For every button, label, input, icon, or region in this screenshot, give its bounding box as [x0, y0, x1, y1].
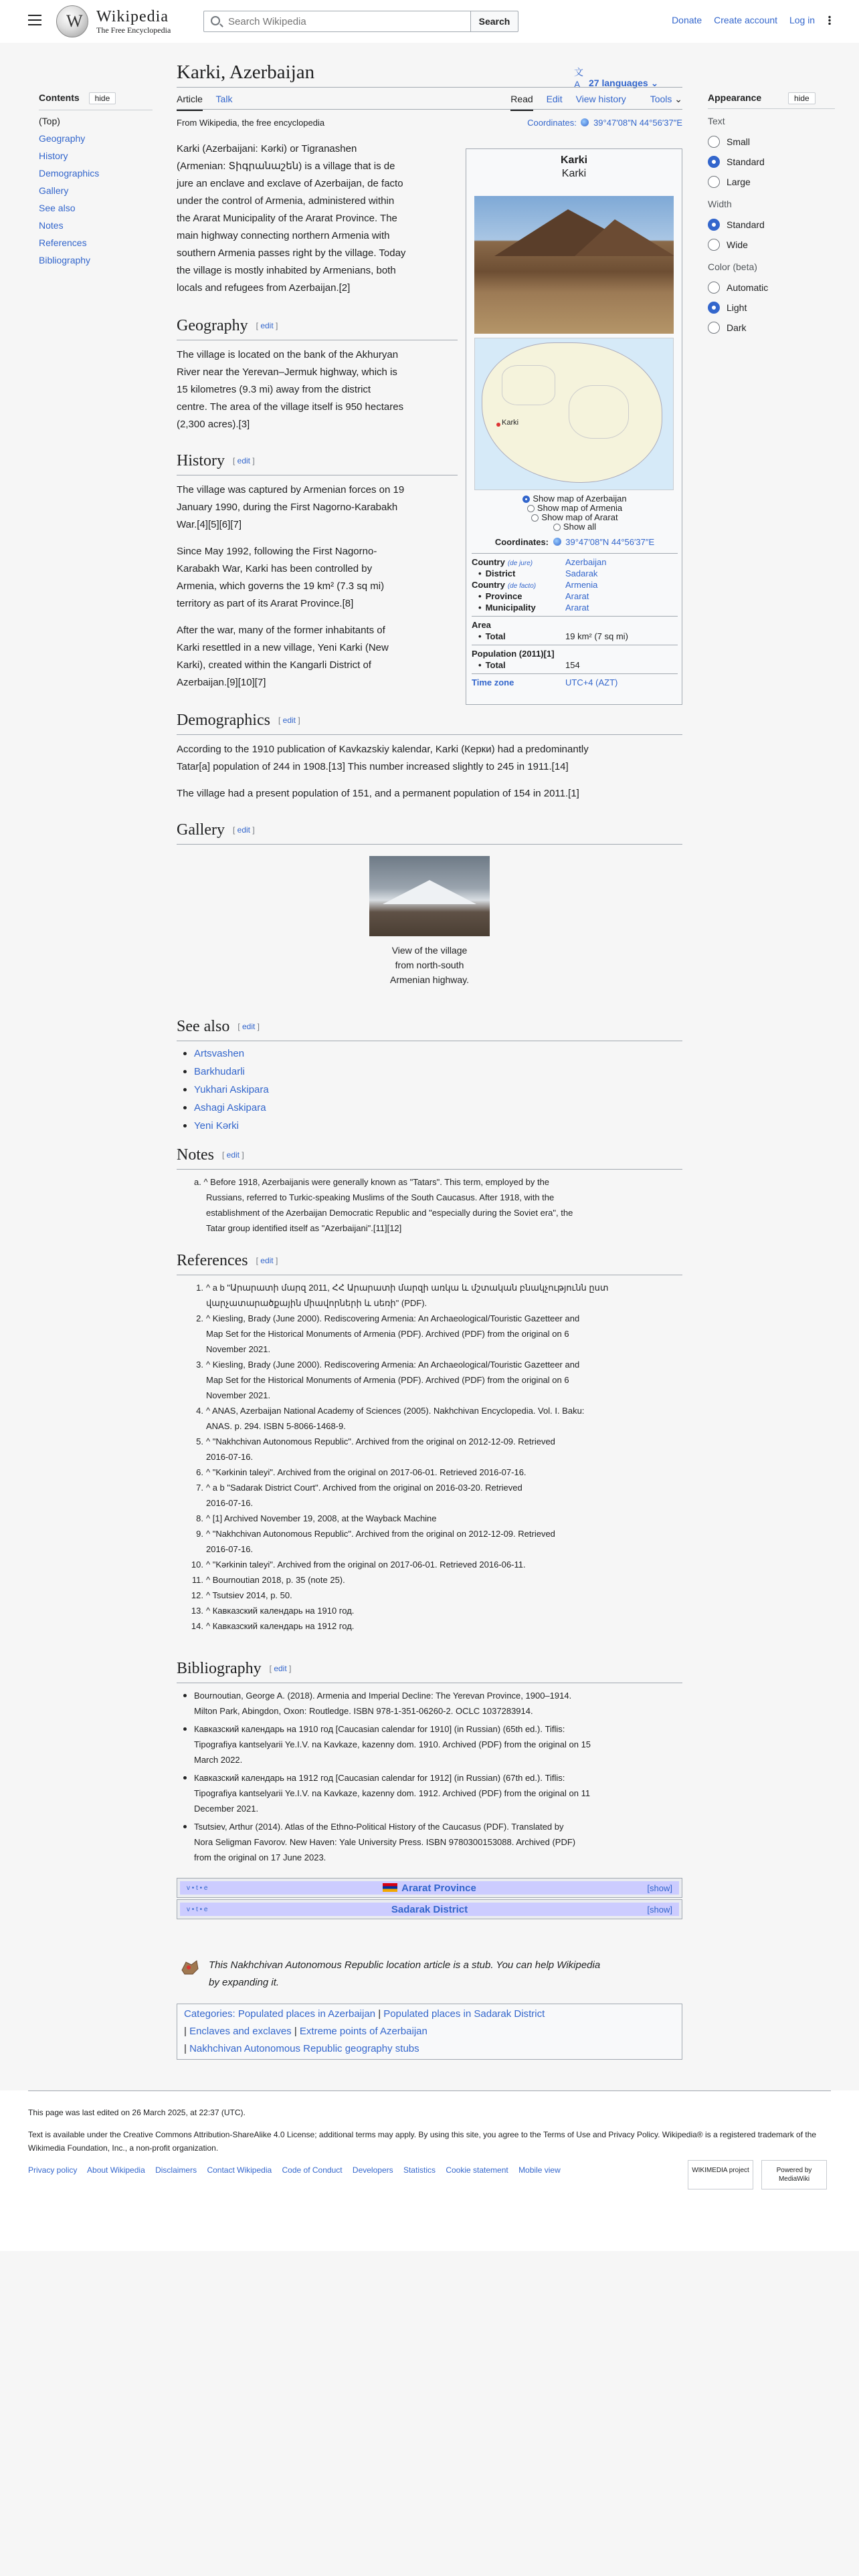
- table-of-contents: [39, 92, 153, 272]
- reference-line: ^ Kiesling, Brady (June 2000). Rediscovering Armenia: An Archaeological/Touristic Gazetteer and: [206, 1360, 580, 1370]
- reference-item: [196, 1357, 682, 1403]
- reference-line: ^ "Kərkinin taleyi". Archived from the original on 2017-06-01. Retrieved 2016-06-11.: [206, 1560, 526, 1570]
- infobox-row: Time zone UTC+4 (AZT): [472, 677, 618, 687]
- reference-line: Map Set for the Historical Monuments of Armenia (PDF). Archived (PDF) from the original on 6: [206, 1329, 569, 1339]
- bibliography-line: Bournoutian, George A. (2018). Armenia and Imperial Decline: The Yerevan Province, 1900–1914.: [194, 1691, 572, 1701]
- divider: [177, 109, 682, 110]
- toc-item-notes[interactable]: Notes: [39, 220, 64, 231]
- tab-edit[interactable]: Edit: [546, 94, 563, 104]
- reference-item: [191, 1557, 682, 1572]
- edit-section-link[interactable]: [ edit ]: [256, 321, 278, 330]
- categories-box: Categories: Populated places in Azerbaijan | Populated places in Sadarak District | Enclaves and exclaves | Extreme points of Azerbaijan | Nakhchivan Autonomous Republic geography stubs: [177, 2004, 682, 2060]
- note-line: Russians, referred to Turkic-speaking Muslims of the South Caucasus. After 1918, with the: [206, 1192, 555, 1202]
- navbox-show-toggle[interactable]: [show]: [647, 1905, 672, 1915]
- note-line: Tatar group identified itself as "Azerbaijani".[11][12]: [206, 1223, 402, 1233]
- bibliography-item: [194, 1819, 682, 1865]
- infobox-row: • Total 19 km² (7 sq mi): [472, 631, 678, 642]
- reference-number: 1.: [196, 1283, 203, 1293]
- reference-item: [191, 1588, 682, 1603]
- reference-line: ^ a b "Արարատի մարզ 2011, ՀՀ Արարատի մարզի առկա և մշտական բնակչությունն ըստ: [206, 1283, 609, 1293]
- infobox-title: Karki: [560, 154, 588, 166]
- footer-link[interactable]: Contact Wikipedia: [207, 2165, 272, 2175]
- reference-line: վարչատարածքային միավորների և սեռի" (PDF).: [206, 1298, 427, 1308]
- search-icon: [211, 16, 220, 25]
- reference-item: [191, 1572, 682, 1588]
- reference-line: ^ Bournoutian 2018, p. 35 (note 25).: [206, 1575, 345, 1585]
- infobox: [466, 148, 682, 705]
- site-sub: From Wikipedia, the free encyclopedia: [177, 118, 325, 128]
- reference-line: ^ "Nakhchivan Autonomous Republic". Archived from the original on 2012-12-09. Retrieved: [206, 1436, 555, 1446]
- reference-line: ^ [1] Archived November 19, 2008, at the Wayback Machine: [206, 1513, 437, 1523]
- infobox-row: • District Sadarak: [472, 568, 678, 579]
- infobox-row: Country (de facto) Armenia: [472, 580, 598, 590]
- wikipedia-wordmark[interactable]: Wikipedia: [96, 8, 169, 25]
- toc-item-bibliography[interactable]: Bibliography: [39, 255, 91, 265]
- reference-line: November 2021.: [206, 1390, 271, 1400]
- village-photo[interactable]: [474, 196, 674, 334]
- radio-selected-icon[interactable]: [708, 219, 720, 231]
- reference-line: Map Set for the Historical Monuments of Armenia (PDF). Archived (PDF) from the original on 6: [206, 1375, 569, 1385]
- translate-icon: 文A: [574, 67, 583, 90]
- toc-hide-button[interactable]: hide: [89, 92, 116, 104]
- tab-view-history[interactable]: View history: [575, 94, 626, 104]
- reference-item: [196, 1311, 682, 1357]
- bibliography-line: Milton Park, Abingdon, Oxon: Routledge. ISBN 978-1-351-06260-2. OCLC 1037283914.: [194, 1706, 533, 1716]
- color-automatic-option[interactable]: Automatic: [708, 278, 835, 298]
- edit-section-link[interactable]: [ edit ]: [278, 716, 300, 725]
- infobox-data: [472, 550, 678, 688]
- notes-list: [194, 1174, 676, 1236]
- infobox-row: • Province Ararat: [472, 591, 678, 602]
- reference-line: November 2021.: [206, 1344, 271, 1354]
- personal-tools: [662, 15, 831, 25]
- gallery-caption: View of the village from north-south Armenian highway.: [389, 945, 470, 985]
- tools-menu[interactable]: Tools ⌄: [650, 94, 682, 104]
- toc-item-history[interactable]: History: [39, 150, 68, 161]
- references-list: [191, 1280, 682, 1634]
- radio-icon[interactable]: [531, 514, 539, 522]
- reference-line: ANAS. p. 294. ISBN 5-8066-1468-9.: [206, 1421, 346, 1431]
- vte-links[interactable]: v • t • e: [187, 1885, 208, 1892]
- reference-line: 2016-07-16.: [206, 1498, 254, 1508]
- reference-item: [196, 1480, 682, 1511]
- color-label: Color (beta): [708, 261, 757, 272]
- divider: [28, 2090, 831, 2091]
- width-wide-option[interactable]: Wide: [708, 235, 835, 255]
- footer-link[interactable]: Privacy policy: [28, 2165, 78, 2175]
- navbox-show-toggle[interactable]: [show]: [647, 1883, 672, 1893]
- navbox-title[interactable]: Sadarak District: [391, 1904, 468, 1915]
- reference-line: ^ Kiesling, Brady (June 2000). Rediscovering Armenia: An Archaeological/Touristic Gazetteer and: [206, 1313, 580, 1323]
- divider: [177, 844, 682, 845]
- infobox-row: • Municipality Ararat: [472, 602, 678, 613]
- bibliography-list: [194, 1688, 682, 1868]
- text-standard-option[interactable]: Standard: [708, 152, 835, 172]
- note-line: a. ^ Before 1918, Azerbaijanis were generally known as "Tatars". This term, employed by the: [194, 1177, 550, 1187]
- armenia-flag-icon: [383, 1883, 397, 1892]
- toc-item-geography[interactable]: Geography: [39, 133, 86, 144]
- title-coordinates: [527, 118, 682, 128]
- reference-number: 14.: [191, 1621, 203, 1631]
- bibliography-line: Tipografiya kantselyarii Ye.I.V. na Kavkaze, kazenny dom. 1912. Archived (PDF) from the original on 11: [194, 1788, 591, 1798]
- footer-link[interactable]: Cookie statement: [446, 2165, 508, 2175]
- edit-section-link[interactable]: [ edit ]: [233, 825, 255, 835]
- infobox-row: Population (2011)[1]: [472, 649, 555, 659]
- bibliography-line: December 2021.: [194, 1804, 259, 1814]
- page-title: Karki, Azerbaijan: [177, 62, 315, 83]
- section-heading-see-also: See also[ edit ]: [177, 1018, 260, 1036]
- infobox-subtitle: Karki: [561, 168, 587, 179]
- create-account-link[interactable]: Create account: [714, 15, 778, 25]
- wikimedia-badge[interactable]: WIKIMEDIA project: [688, 2160, 753, 2189]
- edit-section-link[interactable]: [ edit ]: [270, 1664, 292, 1673]
- reference-number: 11.: [191, 1575, 203, 1585]
- navbox-sadarak-district: [177, 1899, 682, 1919]
- tab-read[interactable]: Read: [510, 94, 533, 111]
- radio-selected-icon[interactable]: [708, 302, 720, 314]
- divider: [708, 108, 835, 109]
- page-footer: [0, 2090, 859, 2251]
- reference-line: ^ Кавказский календарь на 1910 год.: [206, 1606, 355, 1616]
- map-marker-label: Karki: [502, 419, 519, 427]
- donate-link[interactable]: Donate: [672, 15, 702, 25]
- bibliography-item: [194, 1721, 682, 1767]
- reference-item: [196, 1526, 682, 1557]
- category-link[interactable]: Populated places in Sadarak District: [383, 2008, 545, 2020]
- bibliography-line: Tipografiya kantselyarii Ye.I.V. na Kavkaze, kazenny dom. 1910. Archived (PDF) from the original on 15: [194, 1739, 591, 1749]
- footer-link[interactable]: About Wikipedia: [87, 2165, 145, 2175]
- toc-item-see-also[interactable]: See also: [39, 203, 76, 213]
- navbox-ararat-province: [177, 1878, 682, 1898]
- section-heading-references: References[ edit ]: [177, 1252, 278, 1270]
- wikipedia-tagline: The Free Encyclopedia: [96, 25, 171, 35]
- color-light-option[interactable]: Light: [708, 298, 835, 318]
- divider: [177, 87, 682, 88]
- gallery-image[interactable]: [369, 856, 490, 936]
- radio-icon[interactable]: [708, 136, 720, 148]
- toc-item-gallery[interactable]: Gallery: [39, 185, 69, 196]
- reference-number: 9.: [196, 1529, 203, 1539]
- radio-icon[interactable]: [527, 505, 535, 512]
- reference-number: 3.: [196, 1360, 203, 1370]
- divider: [177, 734, 682, 735]
- section-heading-history: History[ edit ]: [177, 452, 255, 470]
- reference-number: 13.: [191, 1606, 203, 1616]
- category-link[interactable]: Enclaves and exclaves: [189, 2026, 292, 2037]
- geography-paragraph: The village is located on the bank of the Akhuryan River near the Yerevan–Jermuk highway, which is 15 kilometres (9.3 mi) away from the district centre. The area of the village itself is 950 hectares (2,300 acres).[3]: [177, 349, 404, 430]
- edit-section-link[interactable]: [ edit ]: [222, 1150, 244, 1160]
- coordinates-label[interactable]: Coordinates:: [527, 118, 577, 128]
- history-paragraph-3: After the war, many of the former inhabitants of Karki resettled in a new village, Yeni Karki (New Karki), created within the Kangarli District of Azerbaijan.[9][10][7]: [177, 625, 389, 688]
- reference-line: ^ Кавказский календарь на 1912 год.: [206, 1621, 355, 1631]
- reference-number: 2.: [196, 1313, 203, 1323]
- list-item[interactable]: Artsvashen: [194, 1045, 269, 1063]
- history-paragraph-1: The village was captured by Armenian forces on 19 January 1990, during the First Nagorno-Karabakh War.[4][5][6][7]: [177, 484, 405, 530]
- list-item[interactable]: Yeni Kərki: [194, 1117, 269, 1135]
- toc-item-references[interactable]: References: [39, 237, 87, 248]
- location-map[interactable]: [474, 338, 674, 490]
- reference-number: 8.: [196, 1513, 203, 1523]
- categories-label[interactable]: Categories:: [184, 2008, 235, 2020]
- radio-icon[interactable]: [708, 239, 720, 251]
- map-option-azerbaijan[interactable]: Show map of Azerbaijan: [466, 494, 683, 504]
- map-switcher: [466, 494, 683, 532]
- more-options-icon[interactable]: [828, 15, 831, 25]
- license-text: Text is available under the Creative Commons Attribution-ShareAlike 4.0 License; additional terms may apply. By using this site, you agree to the Terms of Use and Privacy Policy. Wikipedia® is a registered trademark of the Wikimedia Foundation, Inc., a non-profit organization.: [28, 2130, 817, 2153]
- bibliography-item: [194, 1770, 682, 1816]
- mediawiki-badge[interactable]: Powered by MediaWiki: [761, 2160, 827, 2189]
- page: W Wikipedia The Free Encyclopedia Search Wikipedia Search Donate Create account Log in Contents hide (Top) Geography History Demographics Gallery See also Notes References Bibliography Appearance hide Text Small Standard Large Width Standard Wide Color (beta) Automatic Light Dark Karki, Azerbaijan 文A 27 languages ⌄ Article Talk Read Edit View history Tools ⌄ From Wikipedia, the free encyclopedia Coordinates: 39°47′08″N 44°56′37″E Karki (Azerbaijani: Kərki) or Tigranashen (Armenian: Տիգրանաշեն) is a village that is de jure an enclave and exclave of Azerbaijan, de facto under the control of Armenia, administered within the Ararat Municipality of the Ararat Province. The main highway connecting northern Armenia with southern Armenia passes right by the village. Today the village is mostly inhabited by Armenians, both locals and refugees from Azerbaijan.[2] Karki Karki Karki Show map of Azerbaijan Show map of Armenia Show map of Ararat Show all Coordinates: 39°47′08″N 44°56′37″E Country (de jure) Azerbaijan • District Sadarak Country (de facto) Armenia • Province Ararat • Municipality Ararat Area • Total 19 km² (7 sq mi) Population (2011)[1] • Total 154 Time zone UTC+4 (AZT) Geography[ edit ] The village is located on the bank of the Akhuryan River near the Yerevan–Jermuk highway, which is 15 kilometres (9.3 mi) away from the district centre. The area of the village itself is 950 hectares (2,300 acres).[3] History[ edit ] The village was captured by Armenian forces on 19 January 1990, during the First Nagorno-Karabakh War.[4][5][6][7] Since May 1992, following the First Nagorno- Karabakh War, Karki has been controlled by Armenia, which governs the 19 km² (7.3 sq mi) territory as part of its Ararat Province.[8] After the war, many of the former inhabitants of Karki resettled in a new village, Yeni Karki (New Karki), created within the Kangarli District of Azerbaijan.[9][10][7] Demographics[ edit ] According to the 1910 publication of Kavkazskiy kalendar, Karki (Керки) had a predominantly Tatar[a] population of 244 in 1908.[13] This number increased slightly to 245 in 1911.[14] The village had a present population of 151, and a permanent population of 154 in 2011.[1] Gallery[ edit ] View of the village from north-south Armenian highway. See also[ edit ] Artsvashen Barkhudarli Yukhari Askipara Ashagi Askipara Yeni Kərki Notes[ edit ] a. ^ Before 1918, Azerbaijanis were generally known as "Tatars". This term, employed by the Russians, referred to Turkic-speaking Muslims of the South Caucasus. After 1918, with the establishment of the Azerbaijan Democratic Republic and "especially during the Soviet era", the Tatar group identified itself as "Azerbaijani".[11][12] References[ edit ] 1. ^ a b "Արարատի մարզ 2011, ՀՀ Արարատի մարզի առկա և մշտական բնակչությունն ըստ վարչատարածքային միավորների և սեռի" (PDF). 2. ^ Kiesling, Brady (June 2000). Rediscovering Armenia: An Archaeological/Touristic Gazetteer and Map Set for the Historical Monuments of Armenia (PDF). Archived (PDF) from the original on 6 November 2021. 3. ^ Kiesling, Brady (June 2000). Rediscovering Armenia: An Archaeological/Touristic Gazetteer and Map Set for the Historical Monuments of Armenia (PDF). Archived (PDF) from the original on 6 November 2021. 4. ^ ANAS, Azerbaijan National Academy of Sciences (2005). Nakhchivan Encyclopedia. Vol. I. Baku: ANAS. p. 294. ISBN 5-8066-1468-9. 5. ^ "Nakhchivan Autonomous Republic". Archived from the original on 2012-12-09. Retrieved 2016-07-16. 6. ^ "Kərkinin taleyi". Archived from the original on 2017-06-01. Retrieved 2016-07-16. 7. ^ a b "Sadarak District Court". Archived from the original on 2016-03-20. Retrieved 2016-07-16. 8. ^ [1] Archived November 19, 2008, at the Wayback Machine 9. ^ "Nakhchivan Autonomous Republic". Archived from the original on 2012-12-09. Retrieved 2016-07-16. 10. ^ "Kərkinin taleyi". Archived from the original on 2017-06-01. Retrieved 2016-06-11. 11. ^ Bournoutian 2018, p. 35 (note 25). 12. ^ Tsutsiev 2014, p. 50. 13. ^ Кавказский календарь на 1910 год. 14. ^ Кавказский календарь на 1912 год. Bibliography[ edit ] Bournoutian, George A. (2018). Armenia and Imperial Decline: The Yerevan Province, 1900–1914. Milton Park, Abingdon, Oxon: Routledge. ISBN 978-1-351-06260-2. OCLC 1037283914. Кавказский календарь на 1910 год [Caucasian calendar for 1910] (in Russian) (65th ed.). Tiflis: Tipografiya kantselyarii Ye.I.V. na Kavkaze, kazenny dom. 1910. Archived (PDF) from the original on 15 March 2022. Кавказский календарь на 1912 год [Caucasian calendar for 1912] (in Russian) (67th ed.). Tiflis: Tipografiya kantselyarii Ye.I.V. na Kavkaze, kazenny dom. 1912. Archived (PDF) from the original on 11 December 2021. Tsutsiev, Arthur (2014). Atlas of the Ethno-Political History of the Caucasus (PDF). Translated by Nora Seligman Favorov. New Haven: Yale University Press. ISBN 9780300153088. Archived (PDF) from the original on 17 June 2023. v • t • e Ararat Province [show] v • t • e Sadarak District [show] This Nakhchivan Autonomous Republic location article is a stub. You can help Wikipedia by expanding it. Categories: Populated places in Azerbaijan | Populated places in Sadarak District | Enclaves and exclaves | Extreme points of Azerbaijan | Nakhchivan Autonomous Republic geography stubs This page was last edited on 26 March 2025, at 22:37 (UTC). Text is available under the Creative Commons Attribution-ShareAlike 4.0 License; additional terms may apply. By using this site, you agree to the Terms of Use and Privacy Policy. Wikipedia® is a registered trademark of the Wikimedia Foundation, Inc., a non-profit organization. Privacy policy About Wikipedia Disclaimers Contact Wikipedia Code of Conduct Developers Statistics Cookie statement Mobile view WIKIMEDIA project Powered by MediaWiki: [0, 0, 859, 2576]
- category-link[interactable]: Populated places in Azerbaijan: [237, 2008, 376, 2020]
- text-large-option[interactable]: Large: [708, 172, 835, 192]
- edit-section-link[interactable]: [ edit ]: [256, 1256, 278, 1265]
- reference-line: ^ Tsutsiev 2014, p. 50.: [206, 1590, 292, 1600]
- reference-number: 10.: [191, 1560, 203, 1570]
- category-link[interactable]: Nakhchivan Autonomous Republic geography stubs: [189, 2043, 419, 2054]
- section-heading-notes: Notes[ edit ]: [177, 1146, 244, 1164]
- footer-link[interactable]: Developers: [352, 2165, 393, 2175]
- intro-paragraph: Karki (Azerbaijani: Kərki) or Tigranashen (Armenian: Տիգրանաշեն) is a village that is de jure an enclave and exclave of Azerbaijan, de facto under the control of Armenia, administered within the Ararat Municipality of the Ararat Province. The main highway connecting northern Armenia with southern Armenia passes right by the village. Today the village is mostly inhabited by Armenians, both locals and refugees from Azerbaijan.[2]: [177, 143, 406, 294]
- reference-line: ^ "Kərkinin taleyi". Archived from the original on 2017-06-01. Retrieved 2016-07-16.: [206, 1467, 527, 1477]
- wikipedia-globe-logo[interactable]: W: [56, 5, 88, 37]
- map-option-ararat[interactable]: Show map of Ararat: [466, 513, 683, 522]
- reference-item: [196, 1403, 682, 1434]
- reference-line: ^ a b "Sadarak District Court". Archived from the original on 2016-03-20. Retrieved: [206, 1483, 522, 1493]
- search-button[interactable]: Search: [470, 11, 518, 32]
- edit-section-link[interactable]: [ edit ]: [237, 1022, 260, 1031]
- tab-talk[interactable]: Talk: [215, 94, 233, 104]
- demographics-paragraph-1: According to the 1910 publication of Kavkazskiy kalendar, Karki (Керки) had a predominantly Tatar[a] population of 244 in 1908.[13] This number increased slightly to 245 in 1911.[14]: [177, 744, 589, 772]
- radio-selected-icon[interactable]: [522, 496, 530, 503]
- globe-icon[interactable]: [553, 538, 561, 546]
- radio-icon[interactable]: [708, 282, 720, 294]
- bibliography-line: from the original on 17 June 2023.: [194, 1852, 326, 1862]
- log-in-link[interactable]: Log in: [789, 15, 816, 25]
- vte-links[interactable]: v • t • e: [187, 1906, 208, 1913]
- infobox-row: • Total 154: [472, 659, 678, 671]
- list-item[interactable]: Yukhari Askipara: [194, 1081, 269, 1099]
- reference-item: [196, 1511, 682, 1526]
- radio-icon[interactable]: [708, 322, 720, 334]
- divider: [177, 1169, 682, 1170]
- reference-item: [191, 1603, 682, 1618]
- tab-article[interactable]: Article: [177, 94, 203, 111]
- globe-icon[interactable]: [581, 118, 589, 126]
- demographics-paragraph-2: The village had a present population of 151, and a permanent population of 154 in 2011.[1]: [177, 788, 579, 799]
- text-small-option[interactable]: Small: [708, 132, 835, 152]
- footer-link[interactable]: Mobile view: [518, 2165, 561, 2175]
- section-heading-geography: Geography[ edit ]: [177, 317, 278, 335]
- toc-item-demographics[interactable]: Demographics: [39, 168, 100, 179]
- reference-number: 5.: [196, 1436, 203, 1446]
- view-tabs: [500, 94, 682, 105]
- infobox-coordinates: Coordinates: 39°47′08″N 44°56′37″E: [494, 537, 655, 547]
- search-input[interactable]: [228, 14, 462, 29]
- section-heading-bibliography: Bibliography[ edit ]: [177, 1660, 291, 1678]
- see-also-list: [194, 1045, 269, 1135]
- footer-link[interactable]: Statistics: [403, 2165, 436, 2175]
- last-edited: This page was last edited on 26 March 2025, at 22:37 (UTC).: [28, 2108, 246, 2117]
- bibliography-line: Кавказский календарь на 1910 год [Caucasian calendar for 1910] (in Russian) (65th ed.). Tiflis:: [194, 1724, 565, 1734]
- stub-map-icon[interactable]: [179, 1957, 201, 1978]
- map-option-armenia[interactable]: Show map of Armenia: [466, 504, 683, 513]
- bibliography-line: March 2022.: [194, 1755, 243, 1765]
- width-label: Width: [708, 199, 732, 209]
- search-box[interactable]: [203, 11, 471, 32]
- footer-link[interactable]: Code of Conduct: [282, 2165, 343, 2175]
- reference-item: [196, 1465, 682, 1480]
- reference-item: [196, 1280, 682, 1311]
- edit-section-link[interactable]: [ edit ]: [233, 456, 255, 465]
- reference-line: ^ ANAS, Azerbaijan National Academy of Sciences (2005). Nakhchivan Encyclopedia. Vol. I. Baku:: [206, 1406, 585, 1416]
- color-dark-option[interactable]: Dark: [708, 318, 835, 338]
- bibliography-item: [194, 1688, 682, 1719]
- footer-link[interactable]: Disclaimers: [155, 2165, 197, 2175]
- appearance-panel: [708, 92, 835, 338]
- location-marker-icon: [496, 423, 500, 427]
- map-option-all[interactable]: Show all: [466, 522, 683, 532]
- radio-selected-icon[interactable]: [708, 156, 720, 168]
- infobox-row: Country (de jure) Azerbaijan: [472, 557, 607, 567]
- main-menu-icon[interactable]: [28, 15, 41, 25]
- site-header: [0, 0, 859, 43]
- section-heading-gallery: Gallery[ edit ]: [177, 821, 255, 839]
- bibliography-line: Nora Seligman Favorov. New Haven: Yale University Press. ISBN 9780300153088. Archived (PDF): [194, 1837, 576, 1847]
- reference-line: 2016-07-16.: [206, 1544, 254, 1554]
- bibliography-line: Tsutsiev, Arthur (2014). Atlas of the Ethno-Political History of the Caucasus (PDF). Translated by: [194, 1822, 564, 1832]
- reference-item: [191, 1618, 682, 1634]
- navbox-title[interactable]: Ararat Province: [401, 1883, 476, 1894]
- history-paragraph-2: Since May 1992, following the First Nagorno- Karabakh War, Karki has been controlled by Armenia, which governs the 19 km² (7.3 sq mi) territory as part of its Ararat Province.[8]: [177, 546, 385, 609]
- appearance-title: Appearance: [708, 92, 762, 103]
- reference-number: 12.: [191, 1590, 203, 1600]
- reference-number: 7.: [196, 1483, 203, 1493]
- note-line: establishment of the Azerbaijan Democratic Republic and "especially during the Soviet era", the: [206, 1208, 573, 1218]
- reference-line: 2016-07-16.: [206, 1452, 254, 1462]
- infobox-row: Area: [472, 620, 491, 630]
- toc-item-top[interactable]: (Top): [39, 116, 60, 126]
- list-item[interactable]: Ashagi Askipara: [194, 1099, 269, 1117]
- appearance-hide-button[interactable]: hide: [788, 92, 816, 104]
- reference-item: [196, 1434, 682, 1465]
- namespace-tabs: [177, 94, 243, 104]
- reference-line: ^ "Nakhchivan Autonomous Republic". Archived from the original on 2012-12-09. Retrieved: [206, 1529, 555, 1539]
- toc-title: Contents: [39, 92, 80, 103]
- text-size-label: Text: [708, 116, 725, 126]
- width-standard-option[interactable]: Standard: [708, 215, 835, 235]
- radio-icon[interactable]: [708, 176, 720, 188]
- radio-icon[interactable]: [553, 524, 561, 531]
- category-link[interactable]: Extreme points of Azerbaijan: [299, 2026, 427, 2037]
- bibliography-line: Кавказский календарь на 1912 год [Caucasian calendar for 1912] (in Russian) (67th ed.). Tiflis:: [194, 1773, 565, 1783]
- coordinates-value[interactable]: 39°47′08″N 44°56′37″E: [593, 118, 682, 128]
- section-heading-demographics: Demographics[ edit ]: [177, 712, 300, 730]
- reference-number: 4.: [196, 1406, 203, 1416]
- list-item[interactable]: Barkhudarli: [194, 1063, 269, 1081]
- footer-links: [28, 2165, 569, 2175]
- page-background: [0, 2251, 859, 2576]
- language-button[interactable]: 文A 27 languages ⌄: [574, 67, 659, 90]
- reference-number: 6.: [196, 1467, 203, 1477]
